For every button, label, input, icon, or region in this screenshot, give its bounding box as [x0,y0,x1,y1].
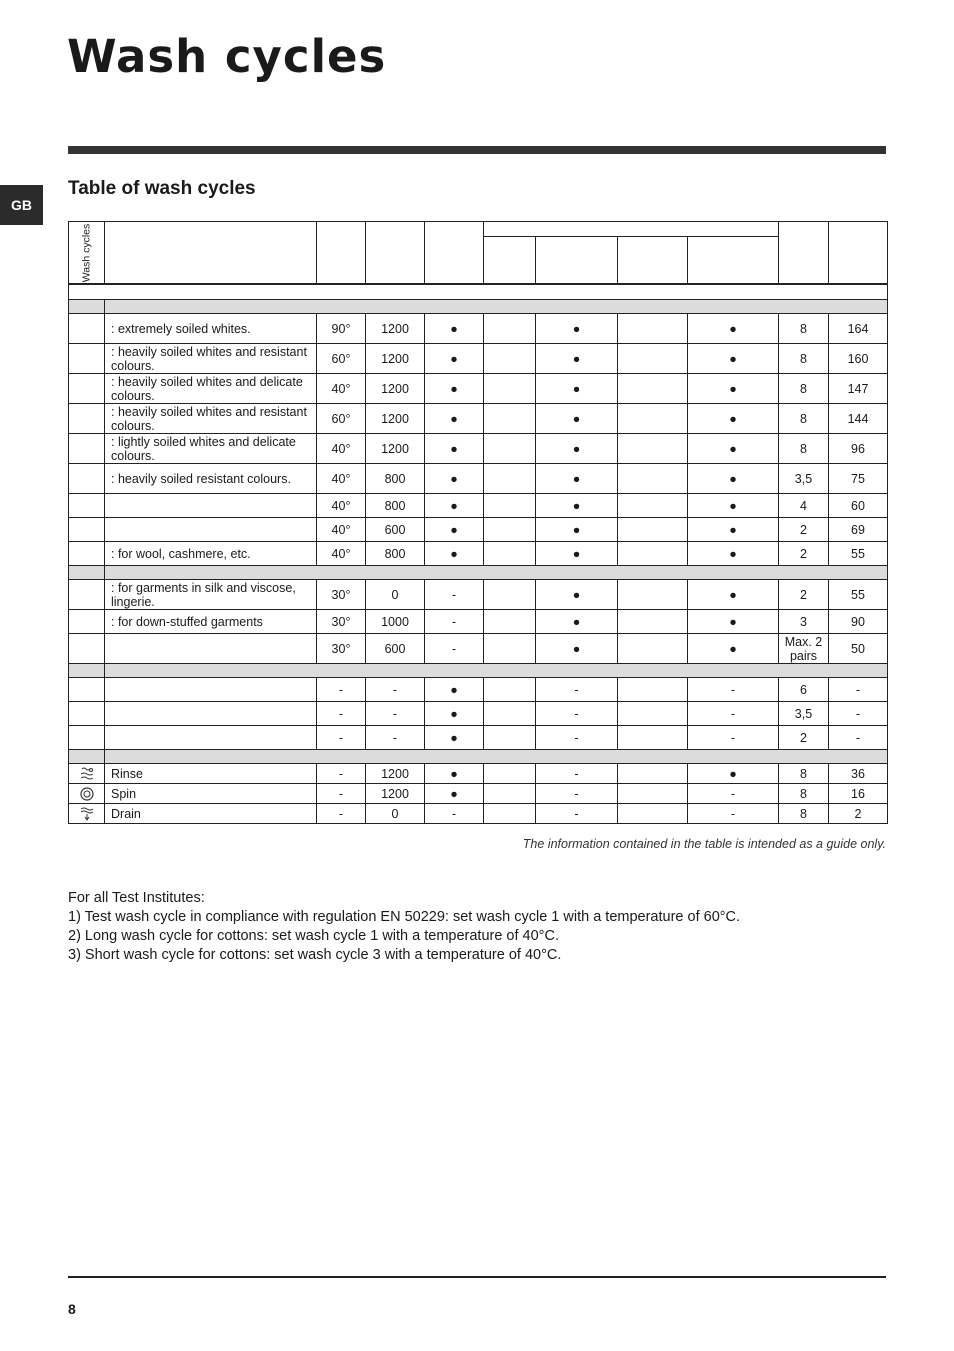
header-cell [366,222,425,285]
cell-c5: ● [688,374,779,404]
cell-temp: - [317,702,366,726]
cell-c3: ● [536,344,618,374]
cell-c2 [484,464,536,494]
cell-c1: ● [425,404,484,434]
cell-c4 [618,804,688,824]
cell-c5: ● [688,580,779,610]
cell-load: 6 [779,678,829,702]
cell-c2 [484,610,536,634]
cell-c4 [618,404,688,434]
test-institutes-notes [68,889,740,965]
cell-duration: 36 [829,764,888,784]
cell-speed: 800 [366,542,425,566]
cell-c3: ● [536,518,618,542]
cell-c1: ● [425,542,484,566]
cell-load: 8 [779,764,829,784]
cell-duration: 50 [829,634,888,664]
table-row [69,726,888,750]
cell-c5: - [688,702,779,726]
cycle-description [105,726,317,750]
cell-c1: - [425,634,484,664]
cell-c2 [484,634,536,664]
cell-speed: 800 [366,494,425,518]
cell-load: 8 [779,344,829,374]
cell-c2 [484,580,536,610]
cell-speed: 1200 [366,404,425,434]
cell-c2 [484,518,536,542]
cell-c1: ● [425,784,484,804]
table-row [69,464,888,494]
cell-c5: - [688,784,779,804]
cell-duration: 96 [829,434,888,464]
notes-heading: For all Test Institutes: [68,890,205,906]
cell-temp: 40° [317,374,366,404]
header-cell [425,222,484,285]
cell-temp: 30° [317,580,366,610]
page-title: Wash cycles [67,30,387,83]
table-row [69,314,888,344]
cell-temp: - [317,784,366,804]
cell-speed: 800 [366,464,425,494]
table-row [69,702,888,726]
cycle-description: : lightly soiled whites and delicate colours. [105,434,317,464]
cell-c5: ● [688,610,779,634]
cell-c1: ● [425,702,484,726]
cell-speed: 1200 [366,344,425,374]
cycle-icon-cell [69,404,105,434]
cell-temp: - [317,804,366,824]
cell-load: 3 [779,610,829,634]
cell-c5: - [688,678,779,702]
cycle-icon-cell [69,702,105,726]
cell-temp: - [317,764,366,784]
cell-duration: 2 [829,804,888,824]
cell-c5: - [688,726,779,750]
cell-c3: - [536,804,618,824]
cell-c4 [618,764,688,784]
cell-speed: 0 [366,580,425,610]
cell-speed: 1200 [366,784,425,804]
cell-load: 2 [779,726,829,750]
cell-speed: 1000 [366,610,425,634]
table-row [69,344,888,374]
cell-c2 [484,702,536,726]
cell-c1: ● [425,344,484,374]
cell-load: 3,5 [779,464,829,494]
disclaimer-text: The information contained in the table is intended as a guide only. [522,837,886,851]
notes-line: 2) Long wash cycle for cottons: set wash cycle 1 with a temperature of 40°C. [68,928,559,944]
table-row [69,804,888,824]
cell-c4 [618,314,688,344]
cell-speed: 1200 [366,314,425,344]
cycle-description: Spin [105,784,317,804]
cell-c3: ● [536,580,618,610]
cell-c4 [618,784,688,804]
cell-load: 8 [779,404,829,434]
cell-load: 2 [779,580,829,610]
cell-c2 [484,726,536,750]
cell-c2 [484,542,536,566]
cell-c4 [618,344,688,374]
category-separator-row [69,300,888,314]
table-row [69,404,888,434]
cell-c4 [618,374,688,404]
cell-duration: - [829,726,888,750]
cell-load: 2 [779,518,829,542]
cycle-description [105,678,317,702]
table-row [69,580,888,610]
cell-c3: - [536,764,618,784]
cell-load: 3,5 [779,702,829,726]
cycle-description: : heavily soiled whites and resistant colours. [105,404,317,434]
header-spacer-row [69,284,888,300]
cell-c3: ● [536,542,618,566]
cell-speed: 0 [366,804,425,824]
cycle-icon-cell [69,634,105,664]
header-cell [317,222,366,285]
table-row [69,678,888,702]
page-number: 8 [68,1301,76,1317]
cycle-icon-cell [69,434,105,464]
cell-c3: - [536,726,618,750]
cell-c1: ● [425,374,484,404]
cell-c4 [618,464,688,494]
header-subcell [536,237,618,285]
rinse-icon [69,764,105,784]
wash-cycles-table [68,221,888,824]
cell-c4 [618,678,688,702]
cell-c5: ● [688,344,779,374]
cell-speed: - [366,702,425,726]
table-row [69,610,888,634]
header-wash-cycles [69,222,105,285]
cycle-icon-cell [69,518,105,542]
cell-c5: - [688,804,779,824]
cell-load: 8 [779,784,829,804]
cell-c4 [618,434,688,464]
cycle-icon-cell [69,542,105,566]
cycle-description: : heavily soiled resistant colours. [105,464,317,494]
header-subcell [688,237,779,285]
table-row [69,374,888,404]
cell-c3: ● [536,404,618,434]
cell-c5: ● [688,314,779,344]
cell-speed: 600 [366,518,425,542]
cell-c3: ● [536,374,618,404]
cell-c1: - [425,610,484,634]
cell-c1: ● [425,314,484,344]
cycle-icon-cell [69,344,105,374]
cell-c3: ● [536,634,618,664]
cell-load: 8 [779,434,829,464]
notes-line: 3) Short wash cycle for cottons: set wash cycle 3 with a temperature of 40°C. [68,947,562,963]
notes-line: 1) Test wash cycle in compliance with regulation EN 50229: set wash cycle 1 with a temperature of 60°C. [68,909,741,925]
cell-c2 [484,804,536,824]
cell-c1: ● [425,464,484,494]
cell-temp: 90° [317,314,366,344]
cell-c5: ● [688,464,779,494]
cell-temp: 40° [317,494,366,518]
cell-load: Max. 2 pairs [779,634,829,664]
cell-load: 2 [779,542,829,566]
cell-c5: ● [688,542,779,566]
cell-load: 8 [779,314,829,344]
cell-c5: ● [688,404,779,434]
cell-c3: ● [536,464,618,494]
cell-temp: 40° [317,518,366,542]
cell-c4 [618,610,688,634]
cell-temp: 60° [317,344,366,374]
cell-c2 [484,764,536,784]
cell-duration: 164 [829,314,888,344]
header-cell [829,222,888,285]
cell-temp: 40° [317,464,366,494]
cell-c2 [484,314,536,344]
cell-c1: ● [425,726,484,750]
cell-c2 [484,344,536,374]
cell-c4 [618,518,688,542]
spin-icon [69,784,105,804]
cell-speed: - [366,678,425,702]
cell-temp: 30° [317,634,366,664]
header-subcell [618,237,688,285]
cell-c2 [484,678,536,702]
table-row [69,542,888,566]
cell-duration: 55 [829,542,888,566]
cycle-description: : for garments in silk and viscose, lingerie. [105,580,317,610]
cell-c3: ● [536,494,618,518]
bottom-rule-divider [68,1276,886,1278]
cell-temp: - [317,726,366,750]
cell-c5: ● [688,518,779,542]
cell-c4 [618,542,688,566]
cell-c2 [484,784,536,804]
language-tab: GB [0,185,43,225]
cell-c3: - [536,702,618,726]
cell-duration: 160 [829,344,888,374]
cycle-icon-cell [69,464,105,494]
cell-duration: - [829,678,888,702]
cell-speed: - [366,726,425,750]
cell-c4 [618,580,688,610]
cycle-description: : heavily soiled whites and delicate colours. [105,374,317,404]
cell-c3: ● [536,434,618,464]
cell-c5: ● [688,764,779,784]
section-heading: Table of wash cycles [68,178,256,199]
table-header-row [69,222,888,237]
cell-duration: 55 [829,580,888,610]
cycle-icon-cell [69,678,105,702]
cell-temp: 60° [317,404,366,434]
category-separator-row [69,566,888,580]
cell-c5: ● [688,634,779,664]
cell-temp: 40° [317,434,366,464]
cell-speed: 1200 [366,374,425,404]
cycle-icon-cell [69,726,105,750]
header-cell [779,222,829,285]
category-separator-row [69,664,888,678]
cell-duration: 16 [829,784,888,804]
table-row [69,634,888,664]
cell-c2 [484,434,536,464]
cycle-description: : extremely soiled whites. [105,314,317,344]
cycle-description: : for down-stuffed garments [105,610,317,634]
header-group-cell [484,222,779,237]
cell-c3: - [536,678,618,702]
category-separator-row [69,750,888,764]
cycle-icon-cell [69,374,105,404]
cell-c2 [484,494,536,518]
cell-c3: - [536,784,618,804]
cell-c1: - [425,804,484,824]
cycle-icon-cell [69,494,105,518]
cycle-icon-cell [69,580,105,610]
cell-load: 8 [779,804,829,824]
cell-duration: 147 [829,374,888,404]
table-row [69,784,888,804]
cell-c4 [618,726,688,750]
cell-c3: ● [536,610,618,634]
cycle-description: : for wool, cashmere, etc. [105,542,317,566]
cell-duration: 75 [829,464,888,494]
cell-c4 [618,702,688,726]
header-cell [105,222,317,285]
cell-c1: ● [425,764,484,784]
cycle-description: : heavily soiled whites and resistant colours. [105,344,317,374]
cell-c2 [484,374,536,404]
cycle-description: Drain [105,804,317,824]
cell-speed: 600 [366,634,425,664]
table-row [69,764,888,784]
cell-c5: ● [688,434,779,464]
cycle-icon-cell [69,314,105,344]
header-subcell [484,237,536,285]
cycle-description: Rinse [105,764,317,784]
cell-c3: ● [536,314,618,344]
cycle-icon-cell [69,610,105,634]
cell-c5: ● [688,494,779,518]
cell-duration: 69 [829,518,888,542]
cell-duration: - [829,702,888,726]
cell-c1: ● [425,434,484,464]
cell-speed: 1200 [366,434,425,464]
table-row [69,434,888,464]
cell-c2 [484,404,536,434]
cycle-description [105,518,317,542]
cell-temp: 40° [317,542,366,566]
cell-load: 4 [779,494,829,518]
header-wash-cycles-label: Wash cycles [80,223,92,282]
cycle-description [105,634,317,664]
cell-duration: 90 [829,610,888,634]
cell-c4 [618,494,688,518]
cell-duration: 60 [829,494,888,518]
drain-icon [69,804,105,824]
cell-c1: ● [425,518,484,542]
table-row [69,494,888,518]
cell-c1: ● [425,678,484,702]
cell-c4 [618,634,688,664]
table-row [69,518,888,542]
cell-speed: 1200 [366,764,425,784]
cell-c1: ● [425,494,484,518]
cell-load: 8 [779,374,829,404]
cycle-description [105,702,317,726]
cell-temp: 30° [317,610,366,634]
cycle-description [105,494,317,518]
cell-duration: 144 [829,404,888,434]
cell-temp: - [317,678,366,702]
top-rule-divider [68,146,886,154]
cell-c1: - [425,580,484,610]
